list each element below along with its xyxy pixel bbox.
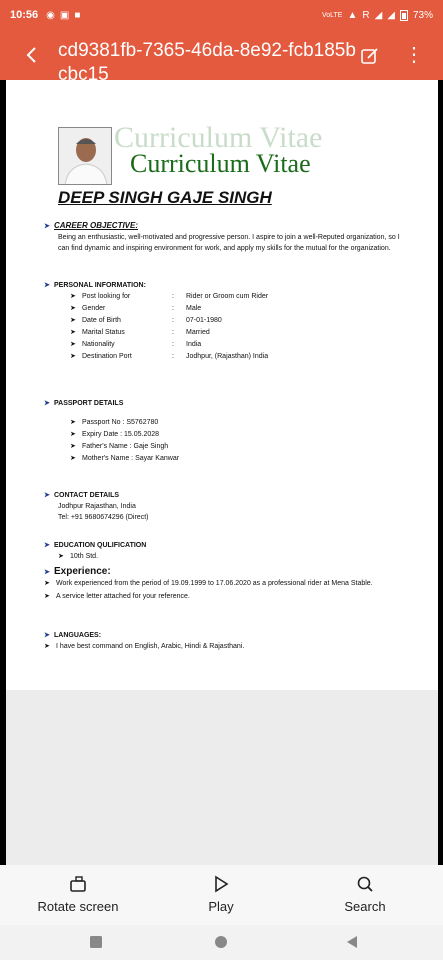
play-icon: [212, 875, 230, 893]
rotate-screen-label: Rotate screen: [37, 899, 119, 914]
back-nav-button[interactable]: [345, 935, 359, 949]
home-button[interactable]: [214, 935, 228, 949]
document-title: cd9381fb-7365-46da-8e92-fcb185bcbc15: [58, 40, 356, 80]
status-right: [322, 10, 433, 21]
info-row: ➤ Gender : Male: [70, 305, 202, 312]
wifi-icon: ▲: [347, 9, 358, 21]
document-page: [6, 80, 438, 690]
section-heading: LANGUAGES:: [54, 632, 102, 639]
battery-icon: [400, 10, 408, 21]
edit-icon: [360, 46, 380, 66]
circle-icon: [214, 935, 228, 949]
contact-phone: Tel: +91 9680674296 (Direct): [58, 514, 149, 521]
rotate-screen-icon: [69, 875, 87, 893]
info-row: ➤ Date of Birth : 07-01-1980: [70, 317, 222, 324]
bullet-icon: ➤: [44, 400, 50, 407]
section-heading: CAREER OBJECTIVE:: [54, 221, 139, 230]
profile-photo: [58, 127, 112, 185]
section-heading: PERSONAL INFORMATION:: [54, 282, 146, 289]
passport-row: ➤ Passport No : S5762780: [70, 419, 159, 426]
section-heading: PASSPORT DETAILS: [54, 400, 124, 407]
play-button[interactable]: [161, 871, 281, 921]
info-row: ➤ Destination Port : Jodhpur, (Rajasthan) India: [70, 353, 269, 360]
bullet-icon: ➤: [44, 542, 50, 549]
search-label: Search: [344, 899, 386, 914]
battery-percent: 73%: [412, 9, 433, 21]
education-item: 10th Std.: [70, 553, 99, 560]
info-row: ➤ Nationality : India: [70, 341, 202, 348]
edit-button[interactable]: [360, 46, 380, 66]
section-heading: Experience:: [54, 566, 111, 577]
bullet-icon: ➤: [44, 223, 50, 230]
system-navigation-bar: [0, 925, 443, 960]
section-heading: EDUCATION QULIFICATION: [54, 542, 147, 549]
triangle-back-icon: [345, 935, 359, 949]
section-heading: CONTACT DETAILS: [54, 492, 120, 499]
bullet-icon: ➤: [44, 569, 50, 576]
status-bar: [0, 0, 443, 30]
rotate-screen-button[interactable]: [18, 871, 138, 921]
passport-row: ➤ Father's Name : Gaje Singh: [70, 443, 169, 450]
bullet-icon: ➤: [44, 492, 50, 499]
more-vert-icon: ⋮: [404, 44, 424, 66]
objective-text: Being an enthusiastic, well-motivated and progressive person. I aspire to join a well-Reputed organization, so I can find dynamic and inspiring environment for work, and apply my skills for the mutual for the organization.: [58, 234, 400, 252]
info-row: ➤ Marital Status : Married: [70, 329, 210, 336]
languages-text: I have best command on English, Arabic, Hindi & Rajasthani.: [56, 643, 245, 650]
message-icon: ▣: [59, 9, 70, 21]
experience-item: Work experienced from the period of 19.09.1999 to 17.06.2020 as a professional rider at Mena Stable.: [56, 580, 373, 587]
document-viewer[interactable]: [6, 80, 438, 865]
lock-icon: ■: [74, 9, 81, 21]
sim-label: R: [362, 9, 370, 21]
bottom-toolbar: [0, 865, 443, 925]
watermark-title: Curriculum Vitae: [114, 121, 323, 154]
experience-item: A service letter attached for your reference.: [56, 593, 190, 600]
app-bar: [0, 30, 443, 80]
more-options-button[interactable]: [404, 44, 424, 66]
volte-label: VoLTE: [321, 11, 343, 19]
person-photo-icon: [59, 128, 112, 185]
contact-address: Jodhpur Rajasthan, India: [58, 503, 136, 510]
square-icon: [89, 935, 103, 949]
status-time: 10:56: [10, 9, 39, 21]
location-icon: ◉: [46, 9, 55, 21]
passport-section: [44, 398, 179, 465]
chevron-left-icon: [22, 44, 42, 66]
search-button[interactable]: [305, 871, 425, 921]
recents-button[interactable]: [89, 935, 103, 949]
back-button[interactable]: [22, 44, 42, 66]
career-objective-section: [44, 220, 404, 254]
passport-row: ➤ Mother's Name : Sayar Kanwar: [70, 455, 180, 462]
bullet-icon: ➤: [44, 282, 50, 289]
info-row: ➤ Post looking for : Rider or Groom cum Rider: [70, 293, 269, 300]
status-left-icons: [46, 10, 80, 21]
passport-row: ➤ Expiry Date : 15.05.2028: [70, 431, 160, 438]
play-label: Play: [208, 899, 234, 914]
contact-section: [44, 490, 148, 523]
signal-icon: ◢: [374, 9, 383, 21]
bullet-icon: ➤: [44, 632, 50, 639]
education-section: ➤ EDUCATION QULIFICATION ➤ 10th Std.: [44, 542, 147, 560]
candidate-name: DEEP SINGH GAJE SINGH: [58, 188, 272, 207]
languages-section: ➤ LANGUAGES: ➤ I have best command on English, Arabic, Hindi & Rajasthani.: [44, 632, 245, 650]
personal-info-section: [44, 280, 268, 363]
cv-title: Curriculum Vitae: [130, 149, 311, 178]
signal-icon-2: ◢: [387, 9, 395, 21]
search-icon: [356, 875, 374, 893]
experience-section: ➤ Experience: ➤ Work experienced from the period of 19.09.1999 to 17.06.2020 as a professional rider at Mena Stable. ➤ A service letter attached for your reference.: [44, 566, 373, 600]
